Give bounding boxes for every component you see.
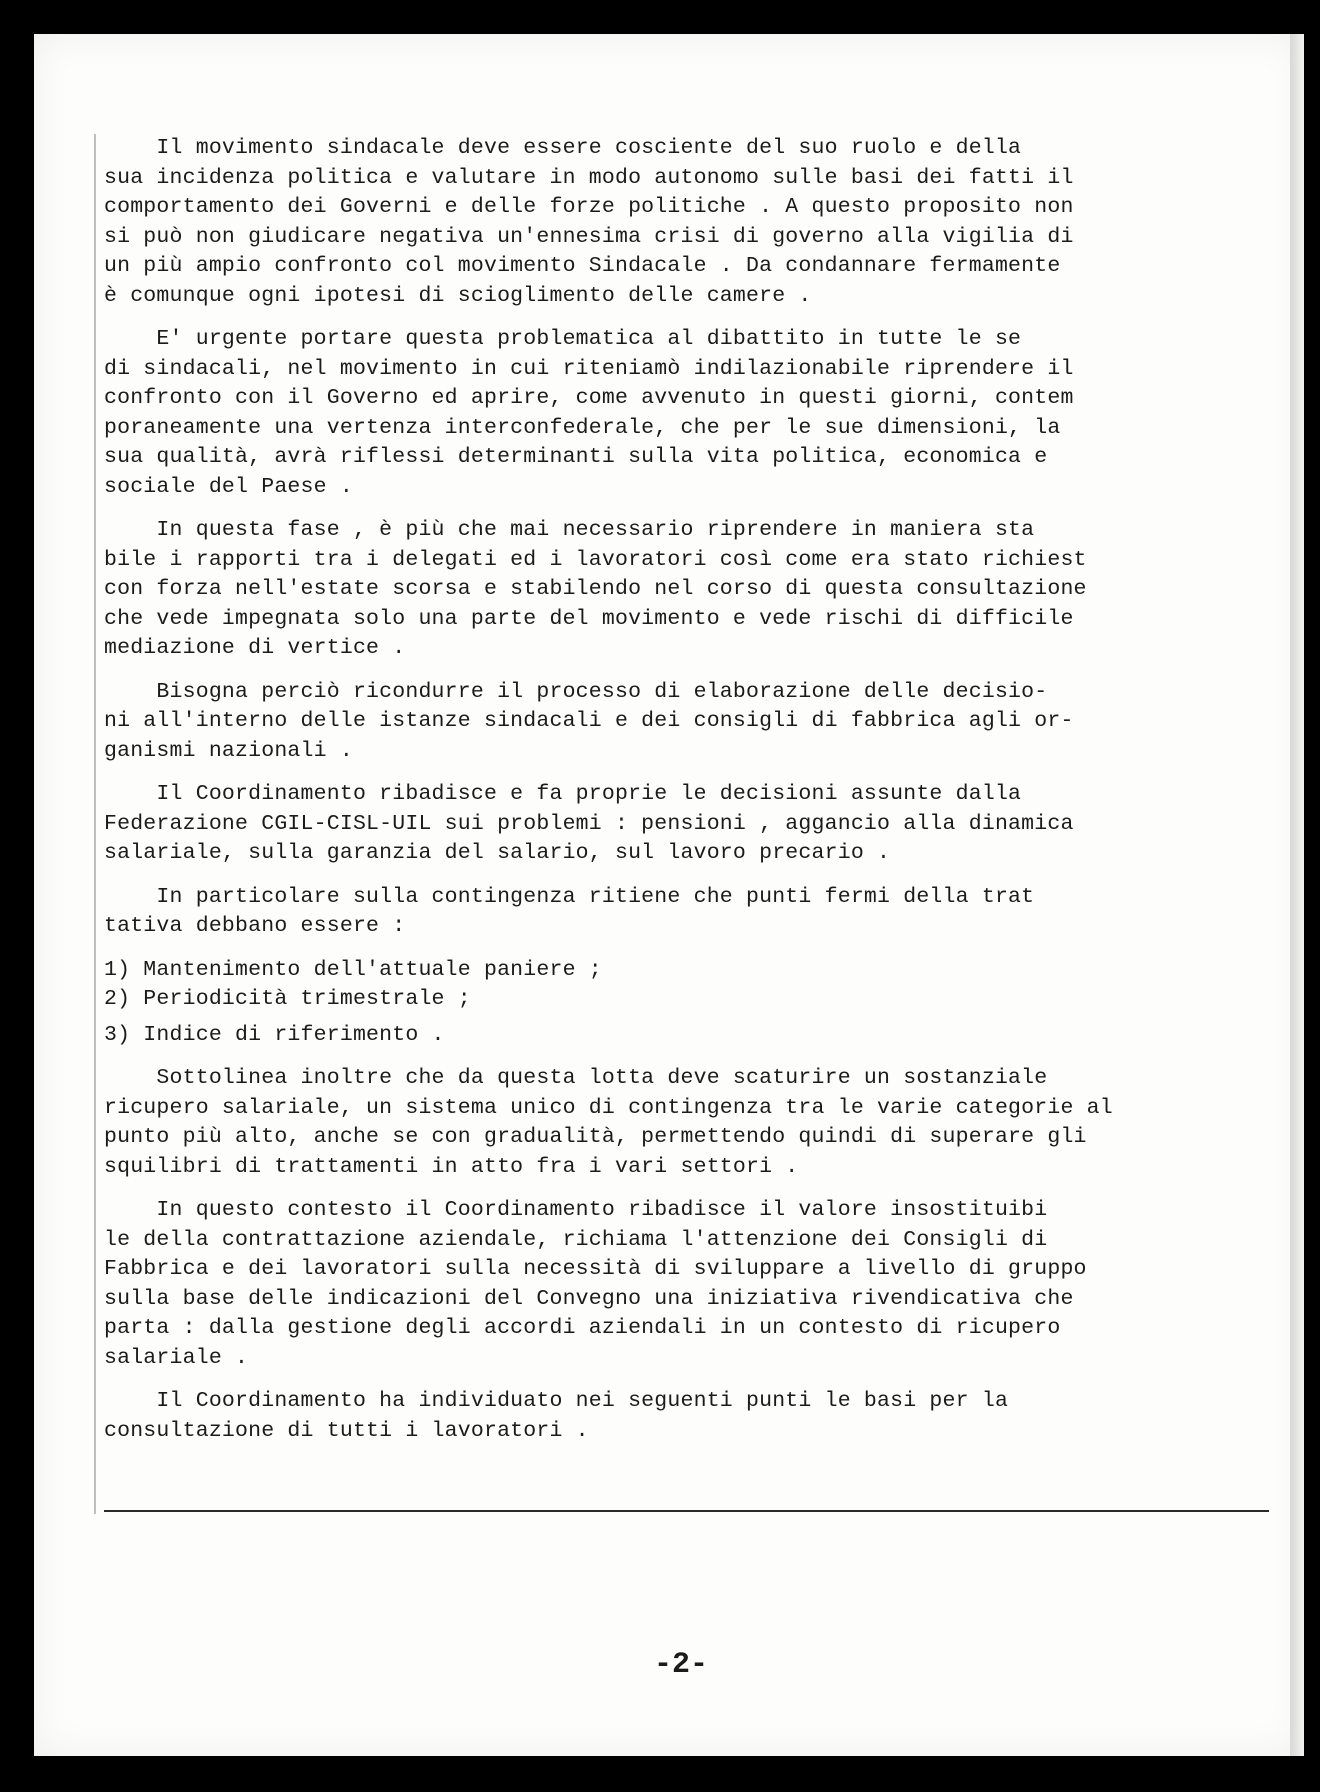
list-item-3 — [104, 1021, 1289, 1051]
text-line: sua qualità, avrà riflessi determinanti sulla vita politica, economica e — [104, 445, 1048, 469]
text-line: Sottolinea inoltre che da questa lotta deve scaturire un sostanziale — [104, 1066, 1048, 1090]
page-number: -2- — [654, 1648, 709, 1682]
paragraph-2 — [104, 325, 1289, 502]
text-line: bile i rapporti tra i delegati ed i lavoratori così come era stato richiest — [104, 547, 1087, 572]
text-line: Bisogna perciò ricondurre il processo di elaborazione delle decisio- — [104, 679, 1048, 704]
text-line: parta : dalla gestione degli accordi aziendali in un contesto di ricupero — [104, 1316, 1061, 1340]
text-line: squilibri di trattamenti in atto fra i vari settori . — [104, 1154, 799, 1179]
text-line: Il movimento sindacale deve essere cosciente del suo ruolo e della — [104, 136, 1022, 160]
text-line: sulla base delle indicazioni del Convegno una iniziativa rivendicativa che — [104, 1286, 1074, 1311]
paragraph-7 — [104, 1064, 1289, 1182]
text-line: con forza nell'estate scorsa e stabilendo nel corso di questa consultazione — [104, 577, 1087, 601]
text-line: ganismi nazionali . — [104, 738, 353, 763]
text-line: punto più alto, anche se con gradualità, permettendo quindi di superare gli — [104, 1125, 1087, 1149]
text-line: In questo contesto il Coordinamento ribadisce il valore insostituibi — [104, 1198, 1048, 1222]
text-line: comportamento dei Governi e delle forze politiche . A questo proposito non — [104, 195, 1074, 219]
text-line: si può non giudicare negativa un'ennesima crisi di governo alla vigilia di — [104, 224, 1074, 249]
text-line: 1) Mantenimento dell'attuale paniere ; — [104, 957, 602, 982]
text-line: ni all'interno delle istanze sindacali e dei consigli di fabbrica agli or- — [104, 709, 1074, 733]
text-line: Il Coordinamento ribadisce e fa proprie le decisioni assunte dalla — [104, 782, 1022, 806]
list-item-2 — [104, 985, 1289, 1015]
bottom-rule — [104, 1510, 1269, 1512]
text-line: sua incidenza politica e valutare in modo autonomo sulle basi dei fatti il — [104, 165, 1074, 190]
document-page — [34, 34, 1304, 1756]
text-line: che vede impegnata solo una parte del movimento e vede rischi di difficile — [104, 606, 1074, 631]
text-line: In particolare sulla contingenza ritiene che punti fermi della trat — [104, 884, 1035, 909]
text-line: Federazione CGIL-CISL-UIL sui problemi : pensioni , aggancio alla dinamica — [104, 811, 1074, 836]
text-line: tativa debbano essere : — [104, 914, 406, 938]
text-line: salariale, sulla garanzia del salario, sul lavoro precario . — [104, 841, 891, 865]
paragraph-8 — [104, 1196, 1289, 1373]
paragraph-6 — [104, 883, 1289, 942]
text-line: di sindacali, nel movimento in cui riteniamò indilazionabile riprendere il — [104, 356, 1074, 381]
text-line: ricupero salariale, un sistema unico di contingenza tra le varie categorie al — [104, 1095, 1113, 1120]
text-line: consultazione di tutti i lavoratori . — [104, 1418, 589, 1443]
paper-edge — [1290, 34, 1304, 1756]
text-line: 3) Indice di riferimento . — [104, 1022, 445, 1047]
document-body — [104, 134, 1289, 1446]
paragraph-1 — [104, 134, 1289, 311]
text-line: confronto con il Governo ed aprire, come avvenuto in questi giorni, contem — [104, 386, 1074, 410]
text-line: mediazione di vertice . — [104, 636, 406, 660]
paragraph-3 — [104, 516, 1289, 664]
text-line: poraneamente una vertenza interconfederale, che per le sue dimensioni, la — [104, 415, 1061, 440]
paragraph-4 — [104, 678, 1289, 767]
text-line: Fabbrica e dei lavoratori sulla necessità di sviluppare a livello di gruppo — [104, 1257, 1087, 1281]
text-line: è comunque ogni ipotesi di scioglimento delle camere . — [104, 283, 812, 308]
list-item-1 — [104, 956, 1289, 986]
paragraph-9 — [104, 1387, 1289, 1446]
text-line: E' urgente portare questa problematica al dibattito in tutte le se — [104, 327, 1022, 351]
text-line: Il Coordinamento ha individuato nei seguenti punti le basi per la — [104, 1389, 1009, 1413]
text-line: le della contrattazione aziendale, richiama l'attenzione dei Consigli di — [104, 1227, 1048, 1252]
text-line: un più ampio confronto col movimento Sindacale . Da condannare fermamente — [104, 254, 1061, 278]
paragraph-5 — [104, 780, 1289, 869]
left-margin-rule — [94, 134, 96, 1514]
text-line: 2) Periodicità trimestrale ; — [104, 987, 471, 1011]
text-line: sociale del Paese . — [104, 474, 353, 499]
text-line: In questa fase , è più che mai necessario riprendere in maniera sta — [104, 518, 1035, 542]
text-line: salariale . — [104, 1345, 249, 1370]
